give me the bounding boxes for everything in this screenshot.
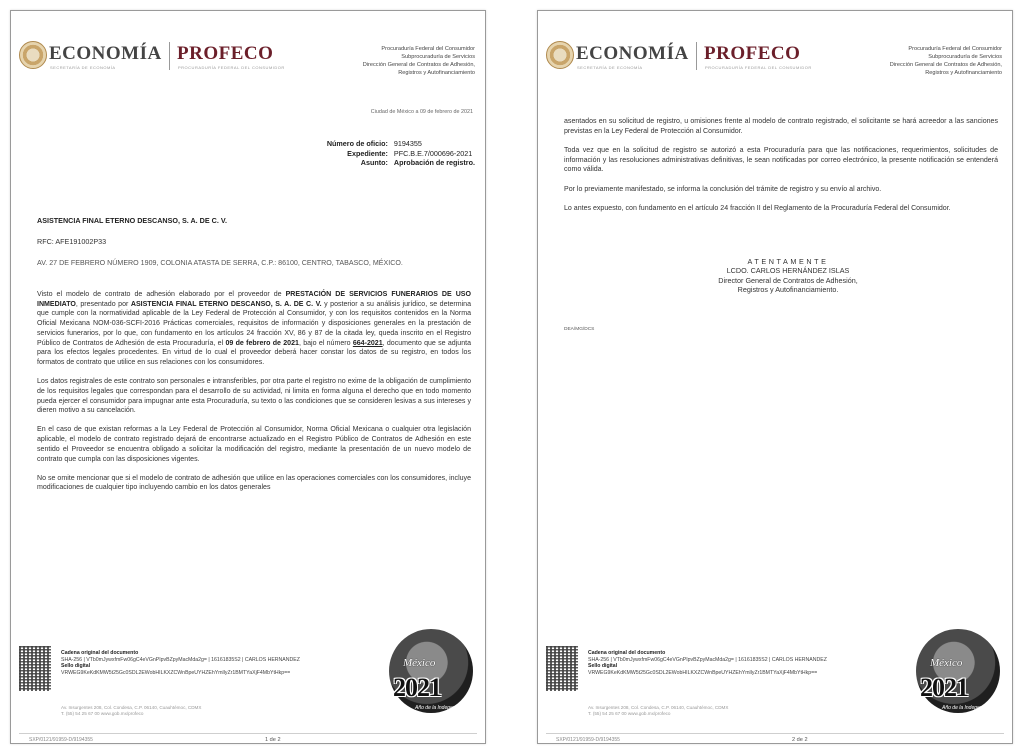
body-paragraph: Los datos registrales de este contrato son personales e intransferibles, por otra parte el registro no exime de la obligación de cumplimiento de los requisitos legales que correspondan para el desarrollo de su actividad, ni limita en forma alguna el derecho que en todo momento pueda ejercer el consumidor para impugnar ante esta Procuraduría, su texto o las condiciones que se consideren lesivas a sus intereses y dieren motivo a su cancelación. [37, 378, 471, 415]
letterhead [546, 41, 1002, 91]
text-run: , documento que se adjunta para los efectos legales procedentes. En virtud de lo cual el proveedor deberá hacer constar los datos de su registro, en todos los formatos de contrato que utilice en sus relaciones con los consumidores. [37, 339, 472, 366]
signer-title: Director General de Contratos de Adhesión, [718, 275, 858, 285]
footer-contact-line: T. (55) 54 25 67 00 www.gob.mx/profeco [588, 711, 671, 716]
body-paragraph: Por lo previamente manifestado, se informa la conclusión del trámite de registro y su envío al archivo. [564, 185, 882, 193]
meta-row [327, 149, 475, 159]
footer-divider [546, 733, 1004, 734]
text-run-bold: 09 de febrero de 2021 [225, 339, 299, 347]
text-run: Visto el modelo de contrato de adhesión elaborado por el proveedor de [37, 291, 286, 298]
meta-value: PFC.B.E.7/000696-2021 [393, 148, 473, 158]
body-paragraph: En el caso de que existan reformas a la Ley Federal de Protección al Consumidor, Norma Oficial Mexicana o cualquier otra legislación aplicable, el modelo de contrato registrado dejará de encontrarse actualizado en el Registro Público de Contratos de Adhesión en este sentido el Proveedor se encuentra obligado a solicitar la modificación del registro, mediante la presentación de un nuevo modelo de contrato que cumpla con las disposiciones vigentes. [37, 426, 471, 463]
signer-name: LCDO. CARLOS HERNÁNDEZ ISLAS [726, 266, 850, 276]
text-run: y posterior a su análisis jurídico, se determina que cumple con la normatividad aplicable de la Ley Federal de Protección al Consumidor, y con los requisitos contenidos en la Norma Oficial Mexicana NOM-036-SCFI-2016 Prácticas comerciales, requisitos de información y disposiciones generales en la prestación de servicios funerarios, por lo que, con fundamento en los artículos 24 fracción XV, 86 y 87 de la citada ley, queda inscrito en el Registro Público de Contratos de Adhesión de esta Procuraduría, el [37, 300, 471, 347]
cadena-text: SHA-256 | VTb0mJywxfmFw06gC4eVGnPIpvBZpyMacMda2g= | 16161835S2 | CARLOS HERNÁNDEZ [588, 656, 827, 663]
footer-divider [19, 733, 477, 734]
footer-address [61, 705, 321, 717]
brand-economia: ECONOMÍA [49, 43, 162, 64]
brand-economia-subtitle: SECRETARÍA DE ECONOMÍA [577, 65, 643, 70]
signature-block [638, 257, 938, 295]
sello-text: VRWEG9KeKdKMW5t25Gc0SDL2EWobHILKXZCWnBpeUYHZEhYmllyZr1BMTYaXjF4MbYtHkp== [588, 669, 818, 676]
emblem-mexico: México [930, 657, 963, 669]
signer-title: Registros y Autofinanciamiento. [737, 285, 839, 295]
page-number: 2 de 2 [792, 737, 808, 743]
letterhead-office [315, 45, 475, 77]
meta-row [327, 158, 475, 168]
sello-label: Sello digital [588, 663, 618, 670]
qr-code [546, 646, 578, 691]
body-paragraph: No se omite mencionar que si el modelo de contrato de adhesión que utilice en las operaciones comerciales con los consumidores, incluye modificaciones de cualquier tipo incluyendo cambio en los datos generales [37, 474, 471, 492]
letterhead-office [842, 45, 1002, 77]
emblem-year: 2021 [920, 673, 968, 702]
text-run: , bajo el número [298, 339, 353, 347]
brand-economia: ECONOMÍA [576, 43, 689, 64]
brand-profeco-subtitle: PROCURADURÍA FEDERAL DEL CONSUMIDOR [178, 65, 285, 70]
body-paragraph: asentados en su solicitud de registro, u omisiones frente al modelo de contrato registrado, el solicitante se hará acreedor a las sanciones previstas en la Ley Federal de Protección al Consumidor. [564, 118, 998, 135]
addressee-rfc: RFC: AFE191002P33 [37, 237, 107, 246]
office-line: Registros y Autofinanciamiento [925, 70, 1002, 76]
reference-initials: DEA/MG/DCS [564, 327, 595, 332]
sello-text: VRWEG9KeKdKMW5t25Gc0SDL2EWobHILKXZCWnBpeUYHZEhYmllyZr1BMTYaXjF4MbYtHkp== [61, 669, 291, 676]
office-line: Dirección General de Contratos de Adhesión, [362, 62, 475, 68]
office-line: Registros y Autofinanciamiento [398, 70, 475, 76]
cadena-text: SHA-256 | VTb0mJywxfmFw06gC4eVGnPIpvBZpyMacMda2g= | 16161835S2 | CARLOS HERNÁNDEZ [61, 656, 300, 663]
brand-profeco-subtitle: PROCURADURÍA FEDERAL DEL CONSUMIDOR [705, 65, 812, 70]
document-page-2 [537, 10, 1013, 744]
brand-divider [169, 42, 170, 70]
document-page-1 [10, 10, 486, 744]
mexico-2021-emblem [385, 623, 477, 731]
emblem-year: 2021 [393, 673, 441, 702]
body-paragraph: Lo antes expuesto, con fundamento en el artículo 24 fracción II del Reglamento de la Procuraduría Federal del Consumidor. [564, 204, 951, 212]
meta-row [327, 139, 475, 149]
qr-code [19, 646, 51, 691]
document-body [564, 117, 998, 223]
text-run: , presentado por [75, 300, 131, 308]
document-metadata [327, 139, 475, 168]
meta-key: Expediente: [347, 148, 388, 158]
emblem-tagline: Año de la Independencia [942, 705, 998, 711]
sello-label: Sello digital [61, 663, 91, 670]
body-paragraph: Toda vez que en la solicitud de registro se autorizó a esta Procuraduría para que las notificaciones, requerimientos, solicitudes de información y las resoluciones administrativas definitivas, le sean notificadas por correo electrónico, la presente notificación se entenderá como válida. [564, 146, 998, 174]
digital-signature-block [588, 650, 928, 676]
emblem-tagline: Año de la Independencia [415, 705, 471, 711]
page-number: 1 de 2 [265, 737, 281, 743]
footer-address [588, 705, 848, 717]
document-date: Ciudad de México a 09 de febrero de 2021 [370, 109, 473, 115]
footer-address-line: Av. Insurgentes 208, Col. Condesa, C.P. 06140, Cuauhtémoc, CDMX [588, 705, 729, 710]
cadena-label: Cadena original del documento [61, 650, 139, 656]
brand-divider [696, 42, 697, 70]
coat-of-arms-icon [546, 41, 574, 69]
office-line: Dirección General de Contratos de Adhesión, [889, 62, 1002, 68]
emblem-mexico: México [403, 657, 436, 669]
brand-economia-subtitle: SECRETARÍA DE ECONOMÍA [50, 65, 116, 70]
office-line: Procuraduría Federal del Consumidor [908, 46, 1002, 52]
body-paragraph [37, 290, 471, 368]
text-run-bold: ASISTENCIA FINAL ETERNO DESCANSO, S. A. DE C. V. [130, 300, 322, 308]
meta-value: Aprobación de registro. [393, 158, 475, 168]
coat-of-arms-icon [19, 41, 47, 69]
office-line: Subprocuraduría de Servicios [401, 54, 475, 60]
document-body [37, 290, 471, 503]
digital-signature-block [61, 650, 401, 676]
brand-profeco: PROFECO [177, 43, 274, 64]
footer-address-line: Av. Insurgentes 208, Col. Condesa, C.P. 06140, Cuauhtémoc, CDMX [61, 705, 202, 710]
footer-contact-line: T. (55) 54 25 67 00 www.gob.mx/profeco [61, 711, 144, 716]
mexico-2021-emblem [912, 623, 1004, 731]
office-line: Procuraduría Federal del Consumidor [381, 46, 475, 52]
office-line: Subprocuraduría de Servicios [928, 54, 1002, 60]
text-run-bold: PRESTACIÓN DE SERVICIOS FUNERARIOS DE USO INMEDIATO [37, 291, 471, 308]
meta-key: Asunto: [360, 158, 388, 168]
registration-number: 664-2021 [352, 339, 383, 347]
cadena-label: Cadena original del documento [588, 650, 666, 656]
letterhead [19, 41, 475, 91]
closing-word: ATENTAMENTE [747, 257, 829, 266]
addressee-name: ASISTENCIA FINAL ETERNO DESCANSO, S. A. DE C. V. [37, 216, 227, 225]
meta-value: 9194355 [393, 139, 422, 148]
brand-profeco: PROFECO [704, 43, 801, 64]
addressee-address: AV. 27 DE FEBRERO NÚMERO 1909, COLONIA ATASTA DE SERRA, C.P.: 86100, CENTRO, TABASCO, MÉXICO. [37, 259, 403, 267]
document-reference: SXP/0121/91959-D/9194355 [29, 737, 93, 743]
meta-key: Número de oficio: [326, 139, 388, 148]
document-reference: SXP/0121/91959-D/9194355 [556, 737, 620, 743]
